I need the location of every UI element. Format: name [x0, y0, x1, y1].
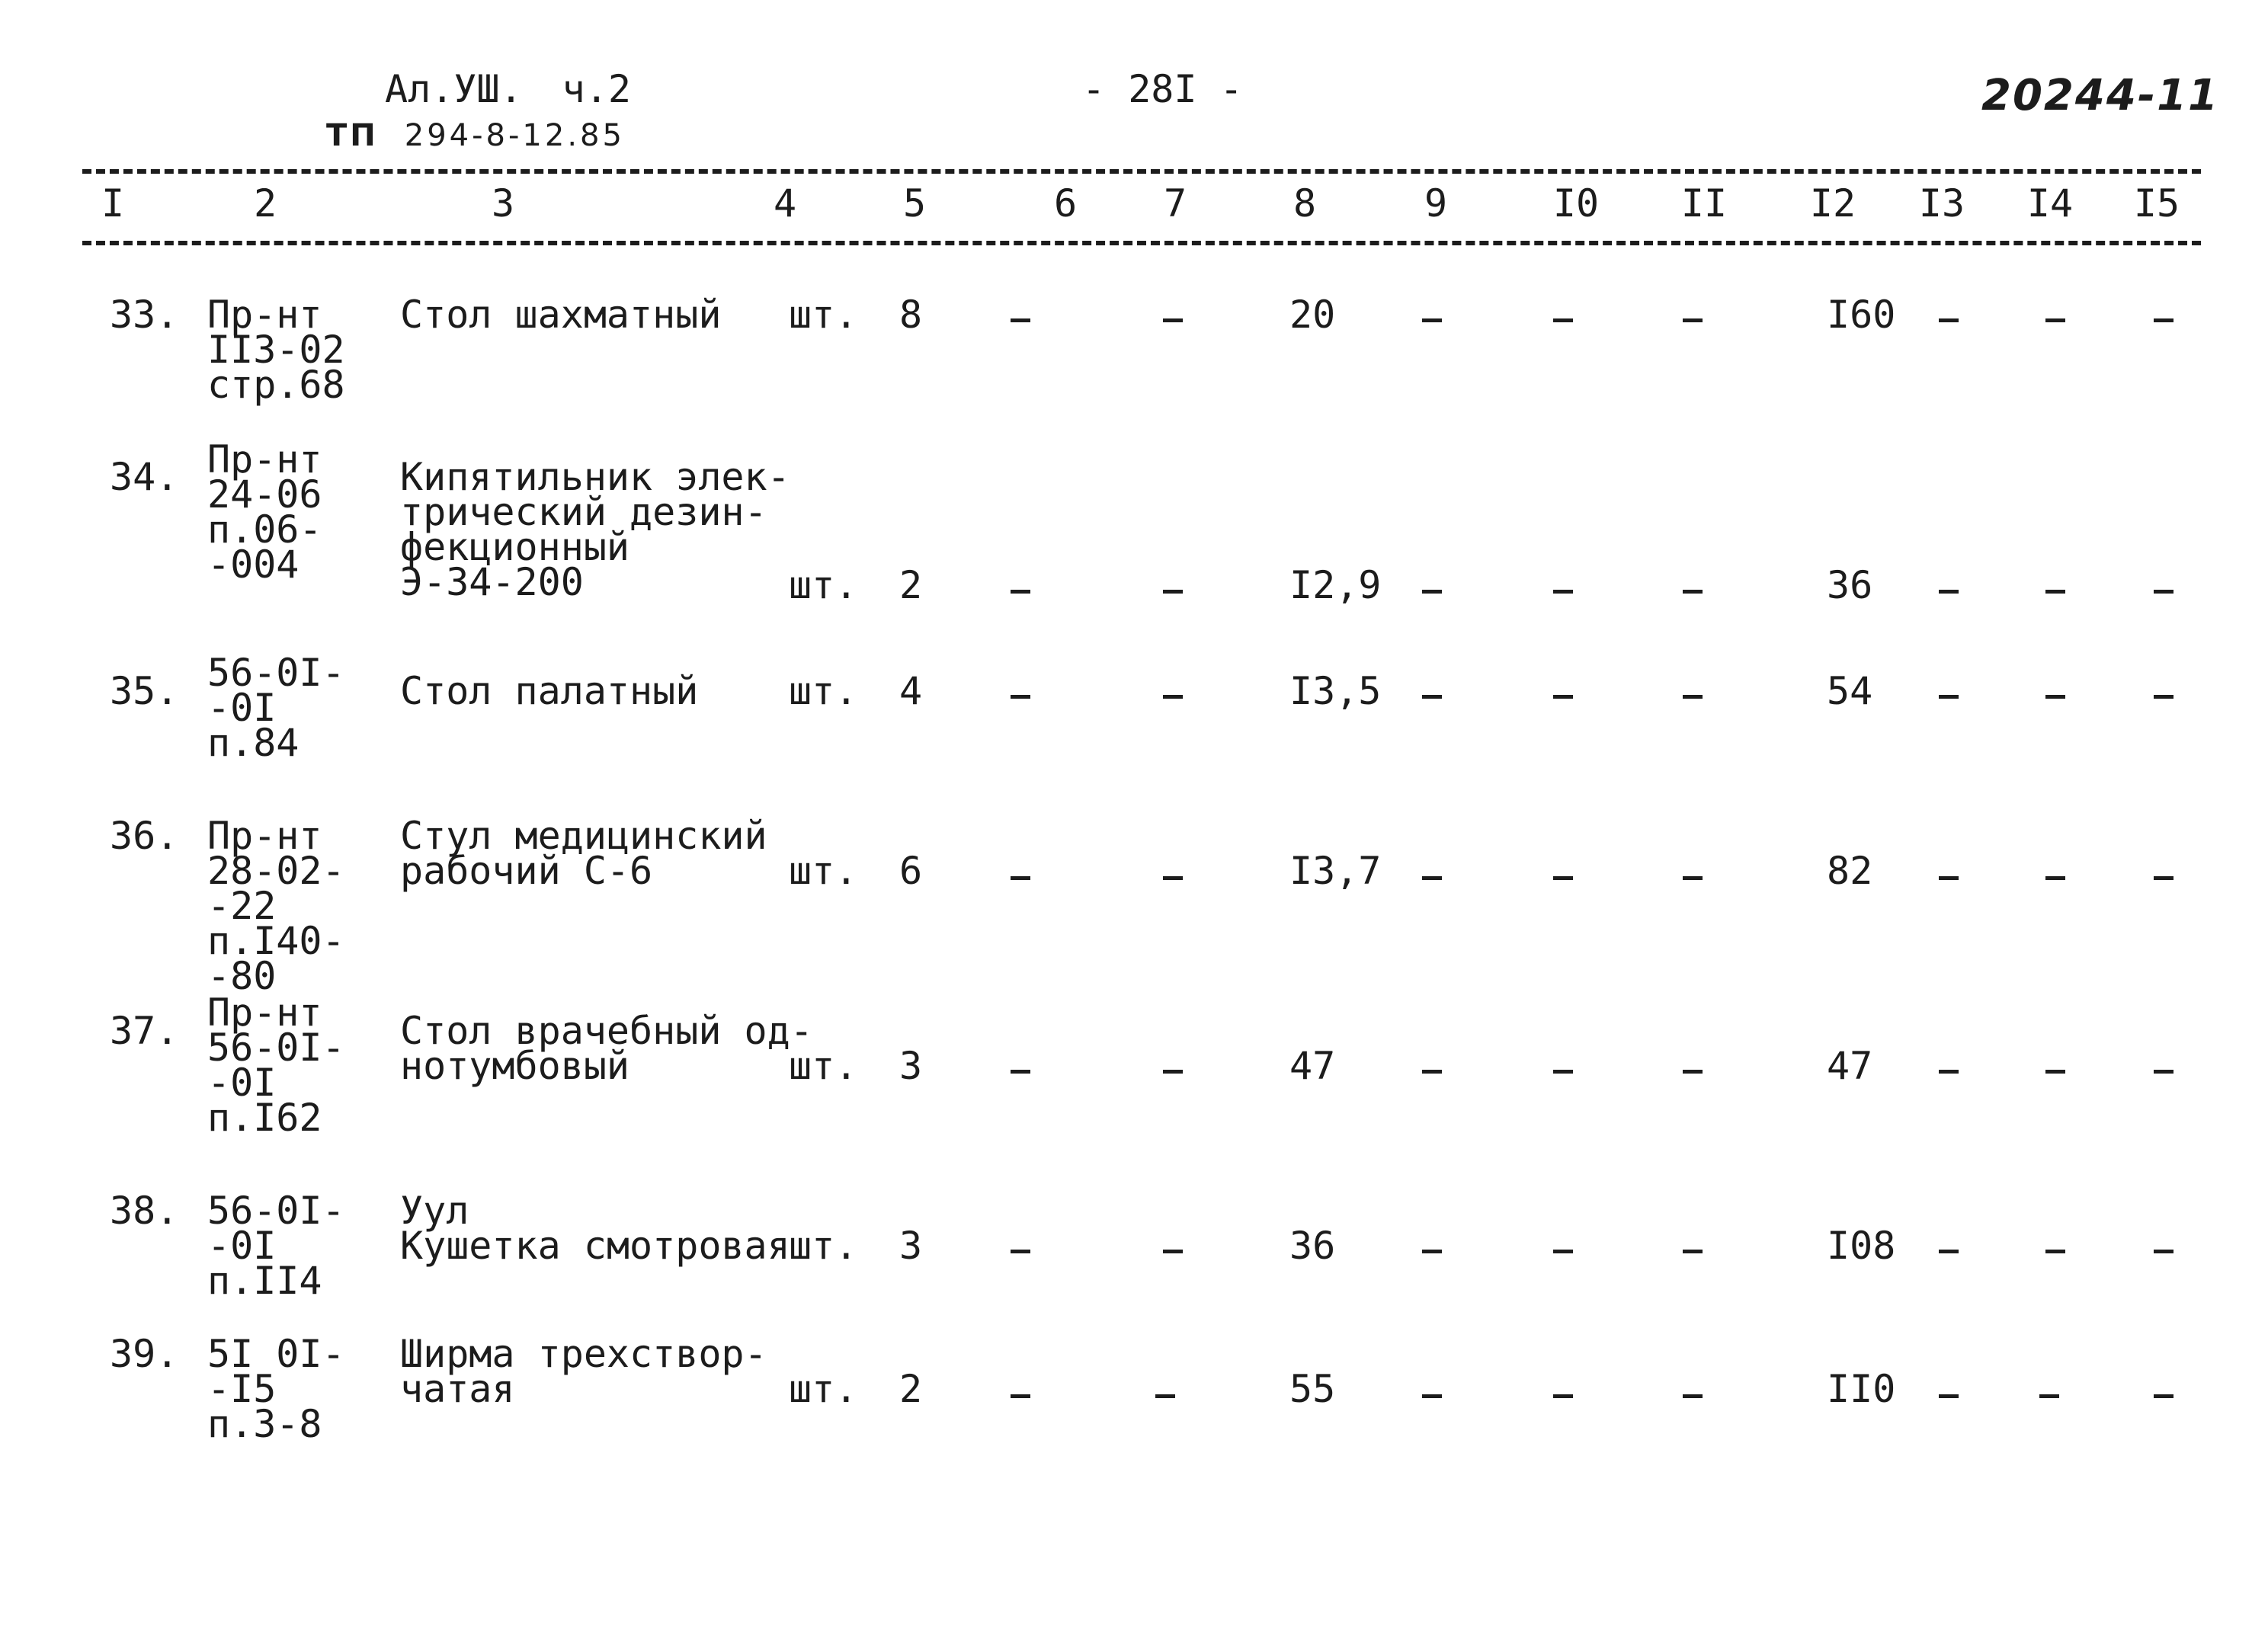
- row-number: 38.: [110, 1189, 179, 1233]
- empty-cell-dash: [1939, 318, 1959, 322]
- empty-cell-dash: [1939, 590, 1959, 594]
- project-code: 294-8-12.85: [404, 118, 625, 153]
- empty-cell-dash: [1011, 590, 1030, 594]
- empty-cell-dash: [2045, 1070, 2065, 1074]
- column-number: I5: [2133, 181, 2180, 226]
- page-number: - 28I -: [1082, 67, 1243, 111]
- column-number: I4: [2026, 181, 2074, 226]
- unit: шт.: [789, 669, 858, 713]
- empty-cell-dash: [1939, 1070, 1959, 1074]
- column-number: 7: [1163, 181, 1187, 226]
- project-prefix: ТП: [326, 118, 379, 153]
- empty-cell-dash: [1163, 318, 1183, 322]
- empty-cell-dash: [2045, 695, 2065, 699]
- column-number: I0: [1552, 181, 1600, 226]
- norm-reference: Пр-нт 56-0I- -0I п.I62: [207, 991, 345, 1140]
- album-reference: [385, 67, 671, 111]
- empty-cell-dash: [1553, 1394, 1573, 1398]
- column-number: 2: [253, 181, 277, 226]
- empty-cell-dash: [2045, 318, 2065, 322]
- empty-cell-dash: [1683, 1070, 1703, 1074]
- norm-reference: 56-0I- -0I п.II4: [207, 1189, 345, 1303]
- unit-price: I3,5: [1289, 669, 1382, 713]
- item-name: Стол палатный: [400, 669, 699, 713]
- empty-cell-dash: [1422, 590, 1442, 594]
- empty-cell-dash: [2154, 318, 2174, 322]
- empty-cell-dash: [1553, 876, 1573, 880]
- row-number: 39.: [110, 1332, 179, 1376]
- total-cost: II0: [1827, 1367, 1896, 1411]
- empty-cell-dash: [1553, 1250, 1573, 1253]
- empty-cell-dash: [1553, 1070, 1573, 1074]
- unit: шт.: [789, 1367, 858, 1411]
- unit: шт.: [789, 1044, 858, 1088]
- empty-cell-dash: [1163, 876, 1183, 880]
- album-label: Ал.УШ.: [385, 67, 523, 111]
- total-cost: I60: [1827, 293, 1896, 337]
- empty-cell-dash: [1683, 876, 1703, 880]
- quantity: 4: [899, 669, 923, 713]
- norm-reference: Пр-нт 24-06 п.06- -004: [207, 437, 322, 587]
- total-cost: I08: [1827, 1224, 1896, 1268]
- quantity: 6: [899, 849, 923, 893]
- item-name: Стол врачебный од- нотумбовый: [400, 1009, 813, 1088]
- item-name: Стул медицинский рабочий С-6: [400, 814, 767, 893]
- empty-cell-dash: [1163, 1070, 1183, 1074]
- empty-cell-dash: [2154, 695, 2174, 699]
- column-number: 9: [1424, 181, 1448, 226]
- column-number: 8: [1293, 181, 1317, 226]
- empty-cell-dash: [1011, 1394, 1030, 1398]
- column-number: 4: [773, 181, 797, 226]
- quantity: 2: [899, 1367, 923, 1411]
- empty-cell-dash: [2154, 1070, 2174, 1074]
- empty-cell-dash: [1939, 1394, 1959, 1398]
- column-number: I2: [1809, 181, 1856, 226]
- project-reference: [326, 120, 625, 151]
- empty-cell-dash: [1011, 876, 1030, 880]
- empty-cell-dash: [1683, 1250, 1703, 1253]
- quantity: 8: [899, 293, 923, 337]
- empty-cell-dash: [1939, 695, 1959, 699]
- empty-cell-dash: [1422, 695, 1442, 699]
- empty-cell-dash: [1683, 1394, 1703, 1398]
- empty-cell-dash: [2154, 1394, 2174, 1398]
- column-number: 6: [1053, 181, 1078, 226]
- unit-price: I2,9: [1289, 563, 1382, 607]
- empty-cell-dash: [1011, 318, 1030, 322]
- table-header-rule: [82, 241, 2201, 245]
- empty-cell-dash: [1422, 1394, 1442, 1398]
- empty-cell-dash: [1422, 1070, 1442, 1074]
- total-cost: 82: [1827, 849, 1873, 893]
- empty-cell-dash: [2045, 590, 2065, 594]
- empty-cell-dash: [1422, 876, 1442, 880]
- empty-cell-dash: [2045, 1250, 2065, 1253]
- unit: шт.: [789, 563, 858, 607]
- norm-reference: 5I 0I- -I5 п.3-8: [207, 1332, 345, 1446]
- item-name: Стол шахматный: [400, 293, 722, 337]
- unit-price: 36: [1289, 1224, 1336, 1268]
- empty-cell-dash: [1163, 590, 1183, 594]
- column-number: 5: [902, 181, 927, 226]
- empty-cell-dash: [2039, 1394, 2059, 1398]
- empty-cell-dash: [1683, 318, 1703, 322]
- empty-cell-dash: [1011, 1250, 1030, 1253]
- unit: шт.: [789, 293, 858, 337]
- row-number: 34.: [110, 455, 179, 499]
- total-cost: 54: [1827, 669, 1873, 713]
- empty-cell-dash: [1553, 695, 1573, 699]
- empty-cell-dash: [1553, 590, 1573, 594]
- empty-cell-dash: [2154, 876, 2174, 880]
- row-number: 35.: [110, 669, 179, 713]
- row-number: 37.: [110, 1009, 179, 1053]
- unit-price: I3,7: [1289, 849, 1382, 893]
- empty-cell-dash: [1422, 1250, 1442, 1253]
- row-number: 33.: [110, 293, 179, 337]
- quantity: 3: [899, 1224, 923, 1268]
- empty-cell-dash: [2045, 876, 2065, 880]
- empty-cell-dash: [1011, 1070, 1030, 1074]
- norm-reference: 56-0I- -0I п.84: [207, 651, 345, 765]
- empty-cell-dash: [1155, 1394, 1175, 1398]
- total-cost: 36: [1827, 563, 1873, 607]
- row-number: 36.: [110, 814, 179, 858]
- column-number: I: [101, 181, 125, 226]
- empty-cell-dash: [2154, 590, 2174, 594]
- unit: шт.: [789, 849, 858, 893]
- empty-cell-dash: [1163, 695, 1183, 699]
- column-number: II: [1680, 181, 1728, 226]
- item-name: Ширма трехствор- чатая: [400, 1332, 767, 1411]
- empty-cell-dash: [1683, 695, 1703, 699]
- empty-cell-dash: [1939, 876, 1959, 880]
- empty-cell-dash: [2154, 1250, 2174, 1253]
- unit-price: 55: [1289, 1367, 1336, 1411]
- norm-reference: Пр-нт 28-02- -22 п.I40- -80: [207, 814, 345, 998]
- empty-cell-dash: [1011, 695, 1030, 699]
- quantity: 2: [899, 563, 923, 607]
- document-code: 20244-11: [1981, 71, 2219, 120]
- empty-cell-dash: [1683, 590, 1703, 594]
- norm-reference: Пр-нт II3-02 стр.68: [207, 293, 345, 407]
- column-number: 3: [491, 181, 515, 226]
- unit: шт.: [789, 1224, 858, 1268]
- empty-cell-dash: [1939, 1250, 1959, 1253]
- column-number-row: [0, 181, 2268, 230]
- table-top-rule: [82, 169, 2201, 174]
- column-number: I3: [1918, 181, 1965, 226]
- item-name: Уул Кушетка смотровая: [400, 1189, 790, 1268]
- unit-price: 20: [1289, 293, 1336, 337]
- unit-price: 47: [1289, 1044, 1336, 1088]
- empty-cell-dash: [1422, 318, 1442, 322]
- quantity: 3: [899, 1044, 923, 1088]
- item-name: Кипятильник элек- трический дезин- фекционный Э-34-200: [400, 455, 790, 604]
- total-cost: 47: [1827, 1044, 1873, 1088]
- empty-cell-dash: [1553, 318, 1573, 322]
- empty-cell-dash: [1163, 1250, 1183, 1253]
- part-label: ч.2: [562, 67, 631, 111]
